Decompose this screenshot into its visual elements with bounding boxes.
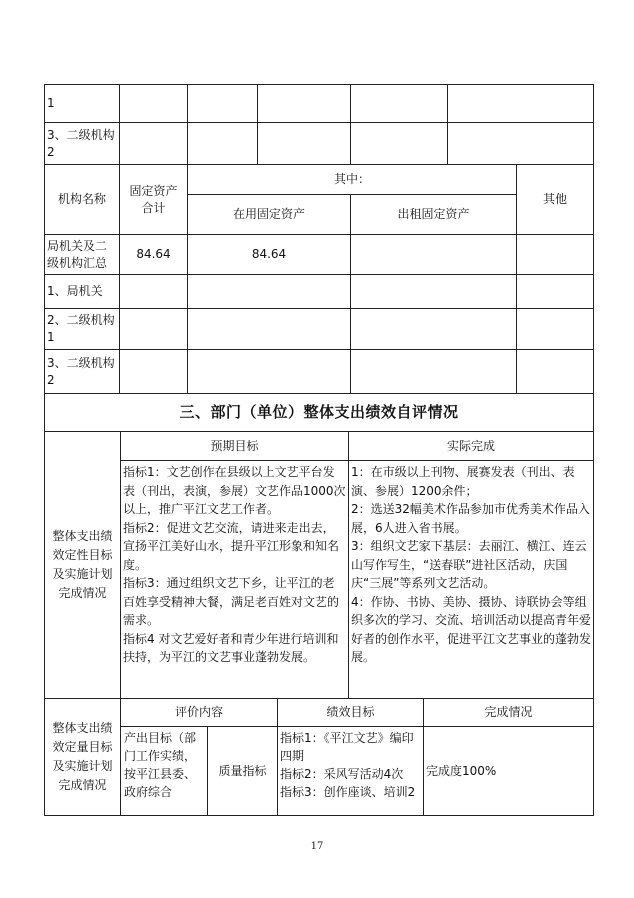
expected-header bbox=[120, 431, 349, 461]
asset-row-name bbox=[44, 274, 120, 309]
actual-item: 3：组织文艺家下基层：去丽江、横江、连云山写作写生，“送春联”进社区活动，庆国庆“三展”等系列文艺活动。 bbox=[351, 539, 587, 590]
header-among-text: 其中： bbox=[333, 172, 370, 186]
eval-header bbox=[120, 698, 278, 727]
actual-header-text: 实际完成 bbox=[446, 438, 495, 453]
asset-row-name bbox=[44, 308, 120, 350]
empty-cell bbox=[187, 84, 258, 123]
row-label-3-org2 bbox=[44, 122, 120, 165]
asset-row-name-text: 3、二级机构 2 bbox=[47, 355, 115, 387]
asset-row-name-text: 1、局机关 bbox=[47, 284, 103, 298]
header-fixed-total-text: 固定资产 合计 bbox=[129, 183, 178, 215]
section-title bbox=[44, 393, 594, 432]
qualitative-label-text: 整体支出绩效定性目标及实施计划完成情况 bbox=[52, 529, 113, 600]
header-rented-text: 出租固定资产 bbox=[397, 207, 470, 221]
empty-cell bbox=[257, 122, 351, 165]
done-header-text: 完成情况 bbox=[484, 705, 533, 719]
asset-row-total-text: 84.64 bbox=[136, 247, 171, 261]
header-org-name-text: 机构名称 bbox=[57, 192, 106, 206]
asset-row-total bbox=[119, 234, 188, 275]
row-label-1 bbox=[44, 84, 120, 123]
actual-header bbox=[348, 431, 594, 461]
perf-item: 指标3：创作座谈、培训2 bbox=[280, 785, 416, 799]
empty-cell bbox=[447, 122, 594, 165]
quality-indicator bbox=[207, 726, 278, 816]
empty-cell bbox=[447, 84, 594, 123]
performance-table bbox=[44, 84, 594, 816]
completion-status bbox=[423, 726, 594, 816]
expected-item: 指标1：文艺创作在县级以上文艺平台发表（刊出，表演，参展）文艺作品1000次以上，推广平江文艺工作者。 bbox=[123, 465, 346, 516]
asset-row-name-text: 2、二级机构 1 bbox=[47, 313, 115, 344]
expected-item: 指标2：促进文艺交流，请进来走出去，宣扬平江美好山水，提升平江形象和知名度。 bbox=[123, 520, 340, 572]
asset-row-rented bbox=[350, 349, 517, 394]
actual-item: 1：在市级以上刊物、展赛发表（刊出、表演、参展）1200余件； bbox=[351, 465, 575, 498]
actual-item: 2：选送32幅美术作品参加市优秀美术作品入展，6人进入省书展。 bbox=[351, 502, 590, 535]
asset-row-name bbox=[44, 234, 120, 275]
header-rented bbox=[350, 194, 517, 235]
completion-status-text: 完成度100% bbox=[426, 763, 497, 778]
header-in-use bbox=[187, 194, 351, 235]
done-header bbox=[423, 698, 594, 727]
expected-item: 指标3：通过组织文艺下乡，让平江的老百姓享受精神大餐，满足老百姓对文艺的需求。 bbox=[123, 576, 340, 627]
asset-row-rented bbox=[350, 274, 517, 309]
asset-row-rented bbox=[350, 308, 517, 350]
asset-row-total bbox=[119, 349, 188, 394]
qualitative-label bbox=[44, 431, 121, 699]
perf-header-text: 绩效目标 bbox=[326, 705, 375, 719]
header-other-text: 其他 bbox=[542, 192, 567, 206]
empty-cell bbox=[119, 84, 188, 123]
expected-content bbox=[120, 460, 349, 699]
output-target bbox=[120, 726, 208, 816]
actual-item: 4：作协、书协、美协、摄协、诗联协会等组织多次的学习、交流、培训活动以提高青年爱好者的创作水平，促进平江文艺事业的蓬勃发展。 bbox=[351, 594, 592, 664]
asset-row-other bbox=[516, 308, 594, 350]
asset-row-total bbox=[119, 308, 188, 350]
row-label-1-text: 1 bbox=[47, 96, 55, 110]
output-target-text: 产出目标（部门工作实绩，按平江县委、政府综合 bbox=[124, 731, 197, 799]
header-other bbox=[516, 164, 594, 235]
empty-cell bbox=[257, 84, 351, 123]
header-in-use-text: 在用固定资产 bbox=[232, 207, 305, 221]
header-among bbox=[187, 164, 517, 195]
header-fixed-total bbox=[119, 164, 188, 235]
perf-item: 指标2：采风写活动4次 bbox=[280, 767, 404, 781]
asset-row-name-text: 局机关及二 级机构汇总 bbox=[47, 238, 108, 270]
quality-indicator-text: 质量指标 bbox=[218, 763, 267, 778]
quantitative-label-text: 整体支出绩效定量目标及实施计划完成情况 bbox=[52, 721, 113, 792]
expected-header-text: 预期目标 bbox=[210, 438, 259, 453]
perf-header bbox=[277, 698, 424, 727]
asset-row-rented bbox=[350, 234, 517, 275]
perf-item: 指标1：《平江文艺》编印四期 bbox=[280, 731, 414, 763]
page-number: 17 bbox=[310, 841, 324, 852]
quantitative-label bbox=[44, 698, 121, 816]
empty-cell bbox=[119, 122, 188, 165]
asset-row-in-use bbox=[187, 234, 351, 275]
empty-cell bbox=[187, 122, 258, 165]
expected-item: 指标4 对文艺爱好者和青少年进行培训和扶持，为平江的文艺事业蓬勃发展。 bbox=[123, 631, 339, 664]
asset-row-in-use bbox=[187, 274, 351, 309]
header-org-name bbox=[44, 164, 120, 235]
asset-row-other bbox=[516, 234, 594, 275]
section-title-text: 三、部门（单位）整体支出绩效自评情况 bbox=[179, 403, 459, 421]
asset-row-total bbox=[119, 274, 188, 309]
asset-row-in-use bbox=[187, 308, 351, 350]
actual-content bbox=[348, 460, 594, 699]
asset-row-other bbox=[516, 274, 594, 309]
empty-cell bbox=[350, 122, 448, 165]
eval-header-text: 评价内容 bbox=[174, 705, 223, 719]
asset-row-in-use bbox=[187, 349, 351, 394]
asset-row-other bbox=[516, 349, 594, 394]
empty-cell bbox=[350, 84, 448, 123]
perf-targets bbox=[277, 726, 424, 816]
row-label-3-org2-text: 3、二级机构 2 bbox=[47, 127, 115, 159]
asset-row-in-use-text: 84.64 bbox=[251, 247, 287, 261]
asset-row-name bbox=[44, 349, 120, 394]
